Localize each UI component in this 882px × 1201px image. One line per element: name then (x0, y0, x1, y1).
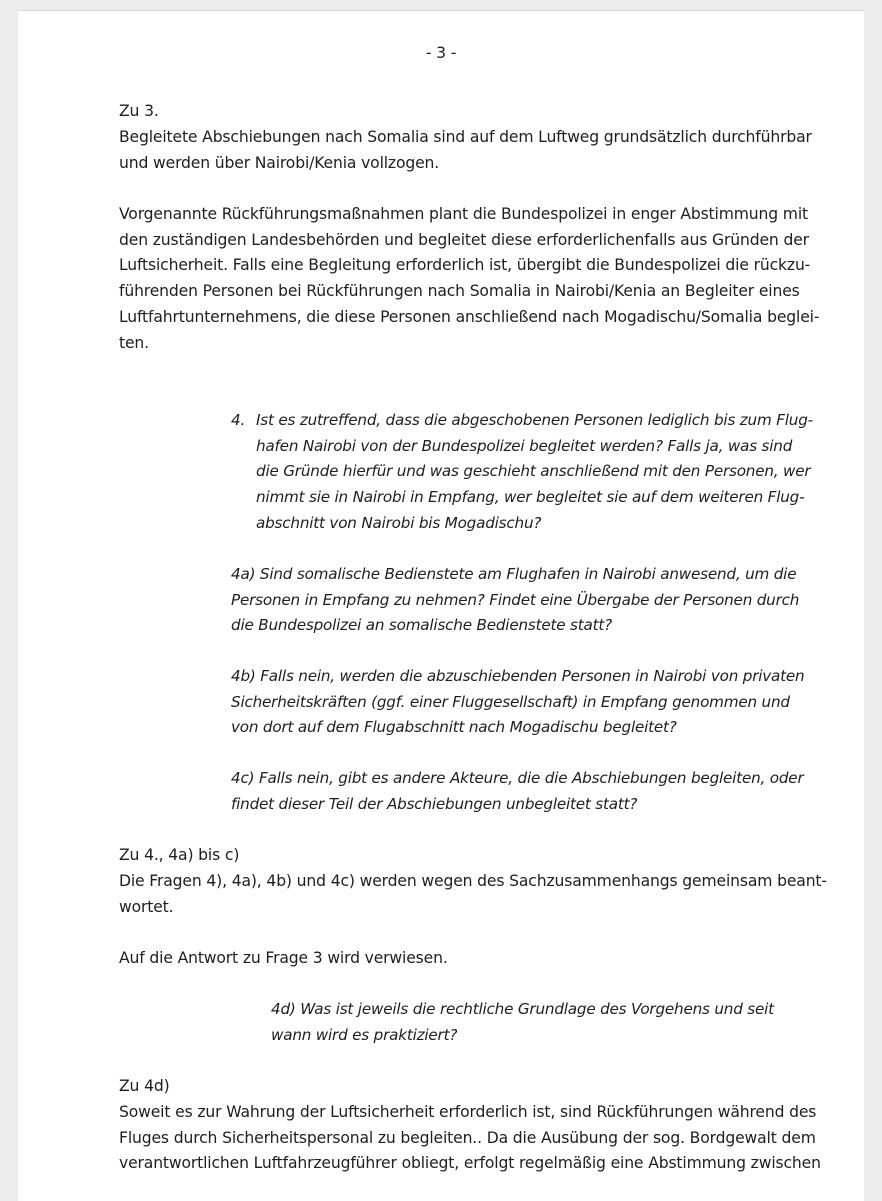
page-number: - 3 - (425, 44, 457, 62)
answer-4d-paragraph-1: Soweit es zur Wahrung der Luftsicherheit erforderlich ist, sind Rückführungen während des Fluges durch Sicherheitspersonal zu begleiten.. Da die Ausübung der sog. Bordgewalt dem verantwortlichen Luftfahrzeugführer obliegt, erfolgt regelmäßig eine Abstimmung zwischen (119, 1103, 821, 1173)
answer-4d-heading: Zu 4d) (119, 1077, 170, 1095)
question-4-number: 4. (231, 411, 246, 429)
answer-4-heading: Zu 4., 4a) bis c) (119, 846, 240, 864)
question-4c: 4c) Falls nein, gibt es andere Akteure, die die Abschiebungen begleiten, oder findet dieser Teil der Abschiebungen unbegleitet statt? (231, 769, 804, 813)
question-4a: 4a) Sind somalische Bedienstete am Flughafen in Nairobi anwesend, um die Personen in Empfang zu nehmen? Findet eine Übergabe der Personen durch die Bundespolizei an somalische Bedienstete statt? (231, 565, 800, 635)
answer-3-paragraph-2: Vorgenannte Rückführungsmaßnahmen plant die Bundespolizei in enger Abstimmung mit den zuständigen Landesbehörden und begleitet diese erforderlichenfalls aus Gründen der Luftsicherheit. Falls eine Begleitung erforderlich ist, übergibt die Bundespolizei die rückzu- führenden Personen bei Rückführungen nach Somalia in Nairobi/Kenia an Begleiter eines Luftfahrtunternehmens, die diese Personen anschließend nach Mogadischu/Somalia beglei- ten. (119, 205, 820, 352)
question-4-text: Ist es zutreffend, dass die abgeschobenen Personen lediglich bis zum Flug- hafen Nairobi von der Bundespolizei begleitet werden? Falls ja, was sind die Gründe hierfür und was geschieht anschließend mit den Personen, wer nimmt sie in Nairobi in Empfang, wer begleitet sie auf dem weiteren Flug- abschnitt von Nairobi bis Mogadischu? (256, 411, 813, 532)
answer-3-paragraph-1: Begleitete Abschiebungen nach Somalia sind auf dem Luftweg grundsätzlich durchführbar und werden über Nairobi/Kenia vollzogen. (119, 128, 812, 172)
answer-4-paragraph-2: Auf die Antwort zu Frage 3 wird verwiesen. (119, 949, 448, 967)
question-4b: 4b) Falls nein, werden die abzuschiebenden Personen in Nairobi von privaten Sicherheitskräften (ggf. einer Fluggesellschaft) in Empfang genommen und von dort auf dem Flugabschnitt nach Mogadischu begleitet? (231, 667, 805, 737)
document-page (18, 10, 864, 1201)
question-4 (231, 408, 813, 537)
question-4d: 4d) Was ist jeweils die rechtliche Grundlage des Vorgehens und seit wann wird es praktiziert? (271, 1000, 774, 1044)
answer-4-paragraph-1: Die Fragen 4), 4a), 4b) und 4c) werden wegen des Sachzusammenhangs gemeinsam beant- wortet. (119, 872, 827, 916)
answer-3-heading: Zu 3. (119, 102, 159, 120)
